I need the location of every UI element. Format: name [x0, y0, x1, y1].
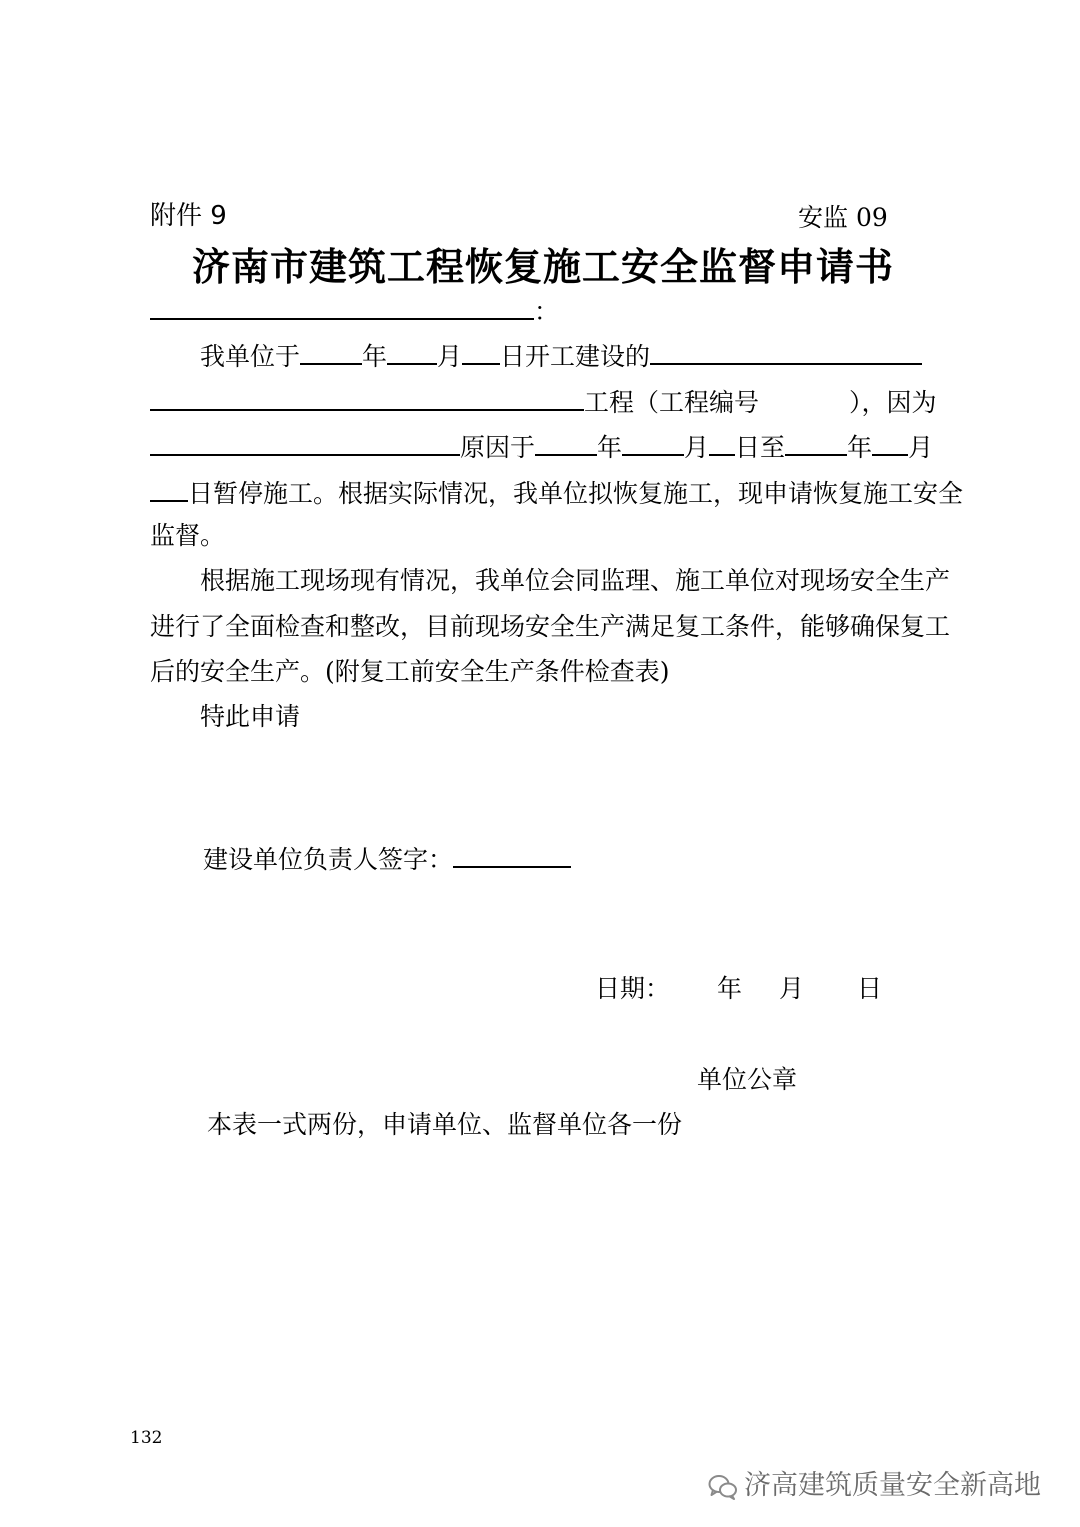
- seal-label: 单位公章: [697, 1065, 798, 1094]
- date-year: 年: [717, 974, 743, 1003]
- date-label: 日期：: [595, 974, 671, 1003]
- body-line-3: 原因于 年 月 日至 年 月: [150, 432, 933, 460]
- stop-month-blank: [622, 432, 684, 456]
- project-name-blank-2: [150, 387, 584, 411]
- body-line-4: 日暂停施工。根据实际情况，我单位拟恢复施工，现申请恢复施工安全: [150, 478, 963, 506]
- date-day: 日: [857, 974, 883, 1003]
- body-line-1: 我单位于 年 月 日开工建设的: [200, 341, 922, 369]
- end-year-blank: [785, 432, 847, 456]
- signature-line: 建设单位负责人签字：: [203, 844, 571, 872]
- end-month-blank: [872, 432, 908, 456]
- form-code: 安监 09: [798, 203, 888, 232]
- project-name-blank-1: [650, 341, 922, 365]
- addressee-blank: [150, 296, 534, 320]
- wechat-icon: [708, 1474, 738, 1500]
- date-month: 月: [779, 974, 805, 1003]
- reason-blank: [150, 432, 460, 456]
- paragraph-2-line-1: 根据施工现场现有情况，我单位会同监理、施工单位对现场安全生产: [200, 566, 951, 595]
- paragraph-2-line-2: 进行了全面检查和整改，目前现场安全生产满足复工条件，能够确保复工: [150, 612, 951, 641]
- addressee-line: ：: [150, 296, 559, 324]
- start-day-blank: [462, 341, 500, 365]
- stop-year-blank: [535, 432, 597, 456]
- end-day-blank: [150, 478, 188, 502]
- watermark: 济高建筑质量安全新高地: [708, 1463, 1041, 1502]
- start-month-blank: [387, 341, 437, 365]
- document-title: 济南市建筑工程恢复施工安全监督申请书: [192, 245, 895, 289]
- stop-day-blank: [709, 432, 735, 456]
- body-line-2: 工程（工程编号 ），因为: [150, 387, 937, 415]
- footnote: 本表一式两份，申请单位、监督单位各一份: [207, 1110, 683, 1139]
- signature-blank: [453, 844, 571, 868]
- page-number: 132: [130, 1428, 163, 1448]
- body-line-5: 监督。: [150, 521, 226, 550]
- start-year-blank: [300, 341, 362, 365]
- closing-text: 特此申请: [200, 702, 301, 731]
- paragraph-2-line-3: 后的安全生产。(附复工前安全生产条件检查表): [150, 657, 670, 686]
- attachment-label: 附件 9: [150, 201, 227, 231]
